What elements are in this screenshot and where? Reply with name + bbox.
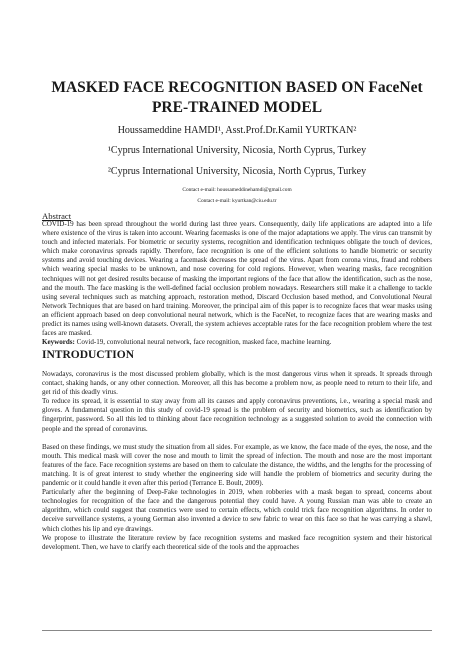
abstract-text: COVID-19 has been spread throughout the world during last three years. Consequently, daily life applications are adapted into a life where existence of the virus is taken into account. Wearing facemasks is one of the major adaptations we apply. The virus can transmit by touch and infected materials. For biometric or security systems, recognition and identification techniques obligate the touch of devices, which make coronavirus spreads rapidly. Therefore, face recognition is one of the efficient solutions to handle biometric or security systems and avoid touching devices. Wearing a facemask decreases the spread of the virus. Apart from corona virus, fraud and robbers which wearing special masks to be unknown, and nose covering for cold regions. However, when wearing masks, face recognition techniques will not get desired results because of masking the important regions of the face that allow the identification, such as the nose, and the mouth. The face masking is the well-defined facial occlusion problem nowadays. Researchers still make it a challenge to tackle using several techniques such as matching approach, restoration method, Discard Occlusion based method, and Convolutional Neural Network Techniques that are based on hard training. Moreover, the principal aim of this paper is to recognize faces that wear masks using an efficient approach based on deep convolutional neural network, which is the FaceNet, to recognize faces that are wearing masks and predict its names using well-known datasets. Overall, the system achieves acceptable rates for the face recognition problem where the test faces are masked. <box>42 220 432 338</box>
intro-paragraph-4: Particularly after the beginning of Deep-Fake technologies in 2019, when robberies with a mask began to spread, concerns about technologies for recognition of the face and the dangerous potential they could have. A young Russian man was able to create an algorithm, which could suggest that cosmetics were used to certain effects, which could trick face recognition algorithms. In order to deceive surveillance systems, a young German also invented a device to sew fabric to wear on this face so that he was carrying a shawl, which clothes his lip and eye drawings. <box>42 488 432 533</box>
contact-email-1: Contact e-mail: houssameddinehamdi@gmail.com <box>182 187 292 193</box>
title-line-1: MASKED FACE RECOGNITION BASED ON FaceNet <box>51 79 423 96</box>
keywords-label: Keywords: <box>42 338 75 347</box>
abstract-body <box>42 220 432 347</box>
keywords-text: Covid-19, convolutional neural network, face recognition, masked face, machine learning. <box>74 338 332 347</box>
intro-paragraph-3: Based on these findings, we must study the situation from all sides. For example, as we know, the face made of the eyes, the nose, and the mouth. This medical mask will cover the nose and mouth to limit the spread of infection. The mouth and nose are the most important features of the face. Face recognition systems are based on them to calculate the distance, the widths, and the lengths for the processing of matching. It is of great interest to study whether the engineering side will handle the problem of biometrics and security during the pandemic or it could handle it even after this period (Terrance E. Boult, 2009). <box>42 442 432 488</box>
introduction-body <box>42 370 432 552</box>
footer-divider <box>42 630 432 631</box>
contact-email-2: Contact e-mail: kyurtkan@ciu.edu.tr <box>197 198 277 204</box>
affiliation-1: ¹Cyprus International University, Nicosia, North Cyprus, Turkey <box>107 145 367 156</box>
author-list: Houssameddine HAMDI¹, Asst.Prof.Dr.Kamil YURTKAN² <box>117 125 357 136</box>
intro-paragraph-2: To reduce its spread, it is essential to stay away from all its causes and apply coronavirus preventions, i.e., wearing a special mask and gloves. A fundamental question in this study of covid-19 spread is the problem of security and biometrics, such as identification by fingerprint, password. So all this led to thinking about face recognition technology as a suggested solution to avoid the connection with people and the spread of coronavirus. <box>42 397 432 433</box>
abstract-heading: Abstract <box>42 211 72 221</box>
title-line-2: PRE-TRAINED MODEL <box>151 99 323 116</box>
intro-paragraph-1: Nowadays, coronavirus is the most discussed problem globally, which is the most dangerous virus when it spreads. It spreads through contact, shaking hands, or any other connection. Moreover, all this has become a problem now, as people need to return to their life, and get rid of this deadly virus. <box>42 370 432 397</box>
intro-paragraph-5: We propose to illustrate the literature review by face recognition systems and masked face recognition system and their historical development. Then, we have to clarify each theoretical side of the tools and the approaches <box>42 533 432 551</box>
introduction-heading: INTRODUCTION <box>42 349 135 361</box>
paper-title <box>20 78 454 118</box>
paragraph-gap <box>42 434 432 443</box>
affiliation-2: ²Cyprus International University, Nicosia, North Cyprus, Turkey <box>107 166 367 177</box>
